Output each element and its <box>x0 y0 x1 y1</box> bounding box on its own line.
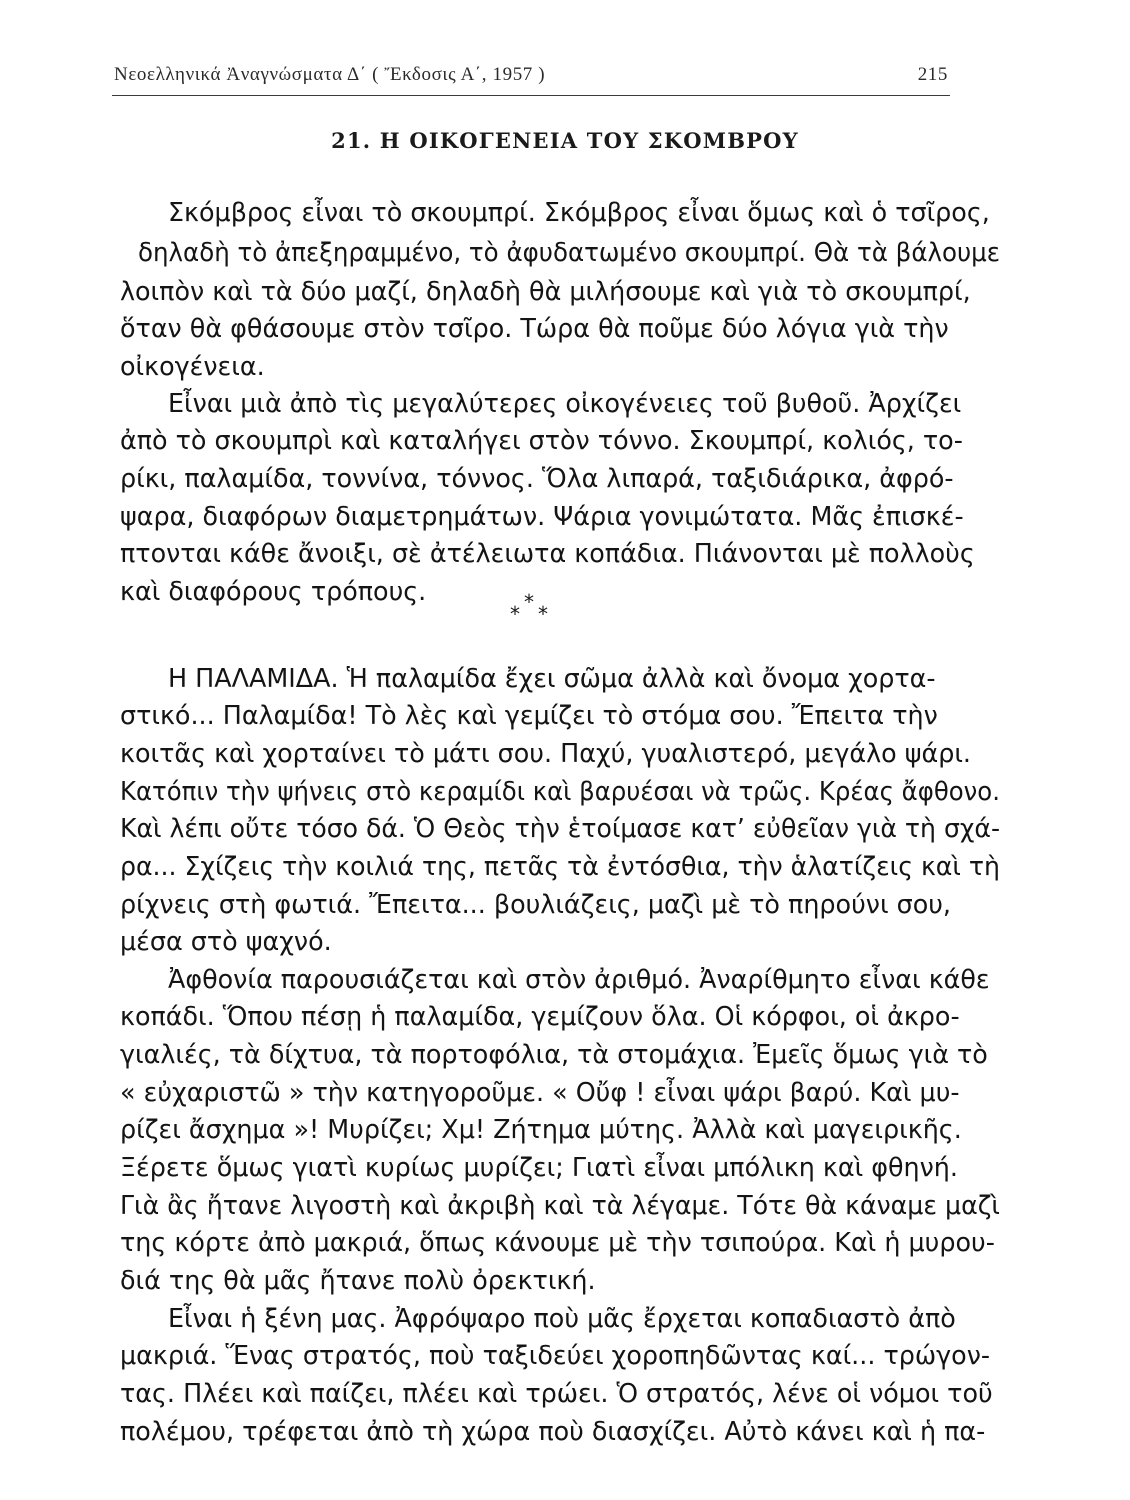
text-line: Γιὰ ἂς ἤτανε λιγοστὴ καὶ ἀκριβὴ καὶ τὰ λέγαμε. Τότε θὰ κάναμε μαζὶ <box>120 1190 1000 1220</box>
asterisk-mark: * <box>538 602 548 626</box>
text-line: στικό... Παλαμίδα! Τὸ λὲς καὶ γεμίζει τὸ στόμα σου. Ἔπειτα τὴν <box>120 700 938 730</box>
text-line: ψαρα, διαφόρων διαμετρημάτων. Ψάρια γονιμώτατα. Μᾶς ἐπισκέ- <box>120 501 964 531</box>
text-line: Εἶναι ἡ ξένη μας. Ἀφρόψαρο ποὺ μᾶς ἔρχεται κοπαδιαστὸ ἀπὸ <box>168 1303 956 1333</box>
text-line: οἰκογένεια. <box>120 351 265 381</box>
text-line: Ἀφθονία παρουσιάζεται καὶ στὸν ἀριθμό. Ἀναρίθμητο εἶναι κάθε <box>168 964 990 994</box>
text-line: Η ΠΑΛΑΜΙΔΑ. Ἡ παλαμίδα ἔχει σῶμα ἀλλὰ καὶ ὄνομα χορτα- <box>168 663 936 693</box>
text-line: ρίχνεις στὴ φωτιά. Ἔπειτα... βουλιάζεις, μαζὶ μὲ τὸ πηρούνι σου, <box>120 889 951 919</box>
text-line: δηλαδὴ τὸ ἀπεξηραμμένο, τὸ ἀφυδατωμένο σκουμπρί. Θὰ τὰ βάλουμε <box>138 237 1001 267</box>
text-line: πολέμου, τρέφεται ἀπὸ τὴ χώρα ποὺ διασχίζει. Αὐτὸ κάνει καὶ ἡ πα- <box>120 1416 986 1446</box>
text-line: καὶ διαφόρους τρόπους. <box>120 576 427 606</box>
text-line: Σκόμβρος εἶναι τὸ σκουμπρί. Σκόμβρος εἶναι ὅμως καὶ ὁ τσῖρος, <box>168 197 990 227</box>
text-line: διά της θὰ μᾶς ἤτανε πολὺ ὀρεκτική. <box>120 1265 596 1295</box>
chapter-title: 21. Η ΟΙΚΟΓΕΝΕΙΑ ΤΟΥ ΣΚΟΜΒΡΟΥ <box>331 128 799 153</box>
asterisk-mark: * <box>524 590 534 614</box>
text-line: τας. Πλέει καὶ παίζει, πλέει καὶ τρώει. Ὁ στρατός, λένε οἱ νόμοι τοῦ <box>120 1378 993 1408</box>
text-line: της κόρτε ἀπὸ μακριά, ὅπως κάνουμε μὲ τὴν τσιπούρα. Καὶ ἡ μυρου- <box>120 1227 995 1257</box>
text-line: ρίκι, παλαμίδα, τοννίνα, τόννος. Ὅλα λιπαρά, ταξιδιάρικα, ἀφρό- <box>120 463 954 493</box>
text-line: ἀπὸ τὸ σκουμπρὶ καὶ καταλήγει στὸν τόννο. Σκουμπρί, κολιός, το- <box>120 425 963 455</box>
text-line: ὅταν θὰ φθάσουμε στὸν τσῖρο. Τώρα θὰ ποῦμε δύο λόγια γιὰ τὴν <box>120 313 949 343</box>
text-line: λοιπὸν καὶ τὰ δύο μαζί, δηλαδὴ θὰ μιλήσουμε καὶ γιὰ τὸ σκουμπρί, <box>120 276 971 306</box>
running-head-title: Νεοελληνικά Ἀναγνώσματα Δ΄ ( Ἔκδοσις Α΄, 1957 ) <box>114 64 546 85</box>
text-line: πτονται κάθε ἄνοιξι, σὲ ἀτέλειωτα κοπάδια. Πιάνονται μὲ πολλοὺς <box>120 538 975 568</box>
header-rule <box>112 95 950 96</box>
section-break-asterism <box>508 590 558 630</box>
text-line: μακριά. Ἕνας στρατός, ποὺ ταξιδεύει χοροπηδῶντας καί... τρώγον- <box>120 1340 991 1370</box>
page-number: 215 <box>917 64 948 85</box>
text-line: ρα... Σχίζεις τὴν κοιλιά της, πετᾶς τὰ ἐντόσθια, τὴν ἁλατίζεις καὶ τὴ <box>120 851 1001 881</box>
text-line: κοιτᾶς καὶ χορταίνει τὸ μάτι σου. Παχύ, γυαλιστερό, μεγάλο ψάρι. <box>120 738 971 768</box>
text-line: γιαλιές, τὰ δίχτυα, τὰ πορτοφόλια, τὰ στομάχια. Ἐμεῖς ὅμως γιὰ τὸ <box>120 1039 988 1069</box>
asterisk-mark: * <box>510 602 520 626</box>
text-line: ρίζει ἄσχημα »! Μυρίζει; Χμ! Ζήτημα μύτης. Ἀλλὰ καὶ μαγειρικῆς. <box>120 1114 962 1144</box>
text-line: μέσα στὸ ψαχνό. <box>120 926 332 956</box>
text-line: « εὐχαριστῶ » τὴν κατηγοροῦμε. « Οὔφ ! εἶναι ψάρι βαρύ. Καὶ μυ- <box>120 1077 960 1107</box>
text-line: κοπάδι. Ὅπου πέσῃ ἡ παλαμίδα, γεμίζουν ὅλα. Οἱ κόρφοι, οἱ ἀκρο- <box>120 1001 960 1031</box>
text-line: Καὶ λέπι οὔτε τόσο δά. Ὁ Θεὸς τὴν ἑτοίμασε κατ’ εὐθεῖαν γιὰ τὴ σχά- <box>120 813 1001 843</box>
running-head <box>114 64 948 96</box>
text-line: Ξέρετε ὅμως γιατὶ κυρίως μυρίζει; Γιατὶ εἶναι μπόλικη καὶ φθηνή. <box>120 1152 958 1182</box>
text-line: Εἶναι μιὰ ἀπὸ τὶς μεγαλύτερες οἰκογένειες τοῦ βυθοῦ. Ἀρχίζει <box>168 388 962 418</box>
text-line: Κατόπιν τὴν ψήνεις στὸ κεραμίδι καὶ βαρυέσαι νὰ τρῶς. Κρέας ἄφθονο. <box>120 776 1000 806</box>
